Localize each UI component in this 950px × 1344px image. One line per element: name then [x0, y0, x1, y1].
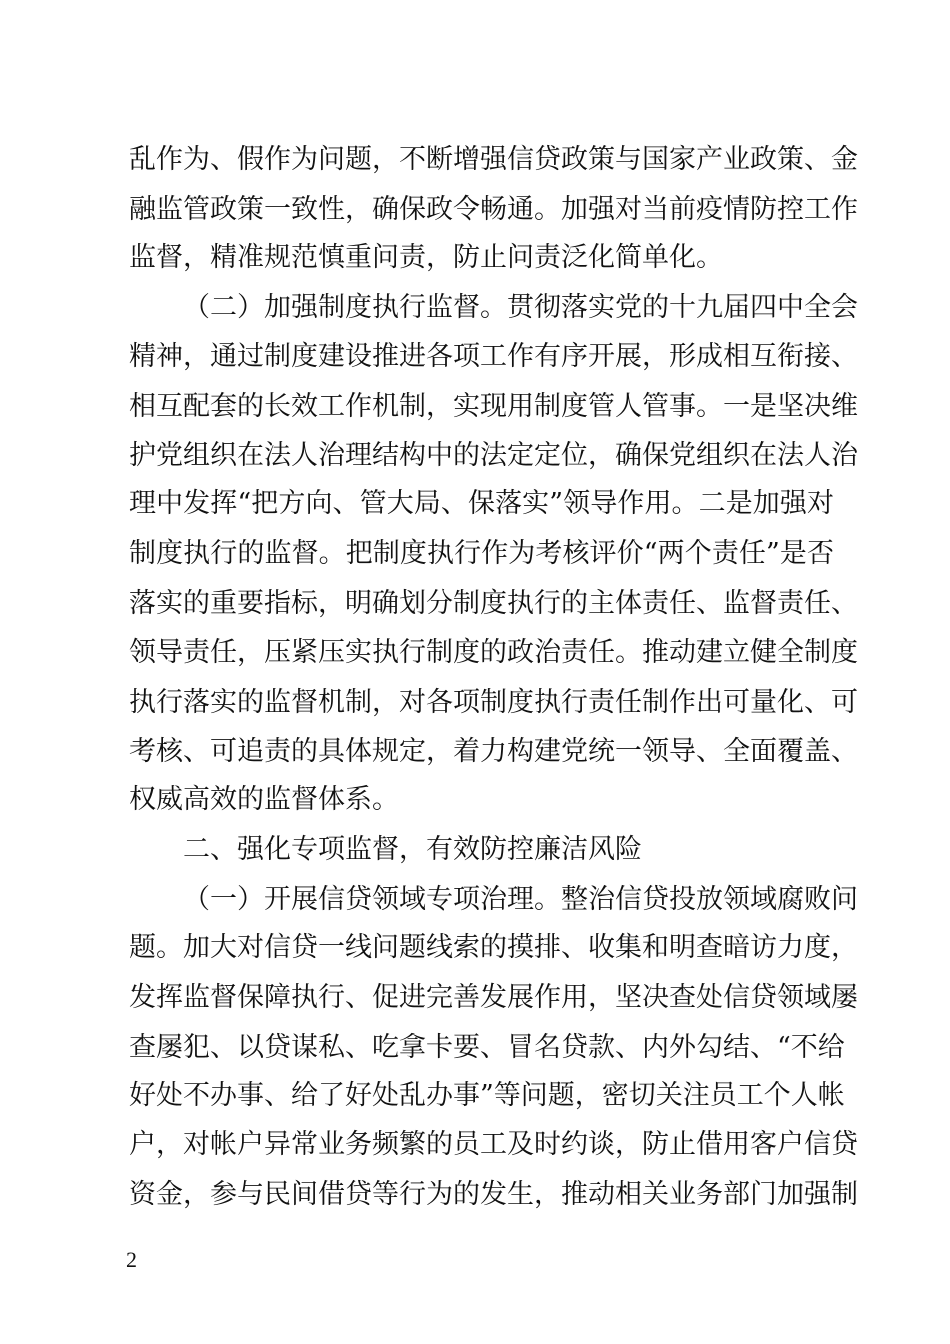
text-line: 资金，参与民间借贷等行为的发生，推动相关业务部门加强制	[129, 1179, 858, 1210]
text-line: 发挥监督保障执行、促进完善发展作用，坚决查处信贷领域屡	[129, 982, 858, 1013]
text-line: 精神，通过制度建设推进各项工作有序开展，形成相互衔接、	[129, 341, 858, 372]
paragraph-heading-line: （一）开展信贷领域专项治理。整治信贷投放领域腐败问	[183, 884, 858, 915]
section-heading: 二、强化专项监督，有效防控廉洁风险	[183, 834, 642, 865]
text-line: 题。加大对信贷一线问题线索的摸排、收集和明查暗访力度，	[129, 932, 858, 963]
text-line: 理中发挥“把方向、管大局、保落实”领导作用。二是加强对	[129, 488, 834, 519]
text-line: 好处不办事、给了好处乱办事”等问题，密切关注员工个人帐	[129, 1080, 845, 1111]
text-line: 乱作为、假作为问题，不断增强信贷政策与国家产业政策、金	[129, 144, 858, 175]
text-line: 权威高效的监督体系。	[129, 784, 399, 815]
text-line: 查屡犯、以贷谋私、吃拿卡要、冒名贷款、内外勾结、“不给	[129, 1032, 845, 1063]
text-line: 考核、可追责的具体规定，着力构建党统一领导、全面覆盖、	[129, 736, 858, 767]
page-number: 2	[126, 1247, 137, 1272]
text-line: 执行落实的监督机制，对各项制度执行责任制作出可量化、可	[129, 687, 858, 718]
paragraph-heading-line: （二）加强制度执行监督。贯彻落实党的十九届四中全会	[183, 292, 858, 323]
text-line: 相互配套的长效工作机制，实现用制度管人管事。一是坚决维	[129, 391, 858, 422]
text-line: 户，对帐户异常业务频繁的员工及时约谈，防止借用客户信贷	[129, 1129, 858, 1160]
text-line: 落实的重要指标，明确划分制度执行的主体责任、监督责任、	[129, 588, 858, 619]
text-line: 护党组织在法人治理结构中的法定定位，确保党组织在法人治	[129, 440, 858, 471]
text-line: 领导责任，压紧压实执行制度的政治责任。推动建立健全制度	[129, 637, 858, 668]
text-line: 监督，精准规范慎重问责，防止问责泛化简单化。	[129, 242, 723, 273]
text-line: 制度执行的监督。把制度执行作为考核评价“两个责任”是否	[129, 538, 834, 569]
text-line: 融监管政策一致性，确保政令畅通。加强对当前疫情防控工作	[129, 194, 858, 225]
